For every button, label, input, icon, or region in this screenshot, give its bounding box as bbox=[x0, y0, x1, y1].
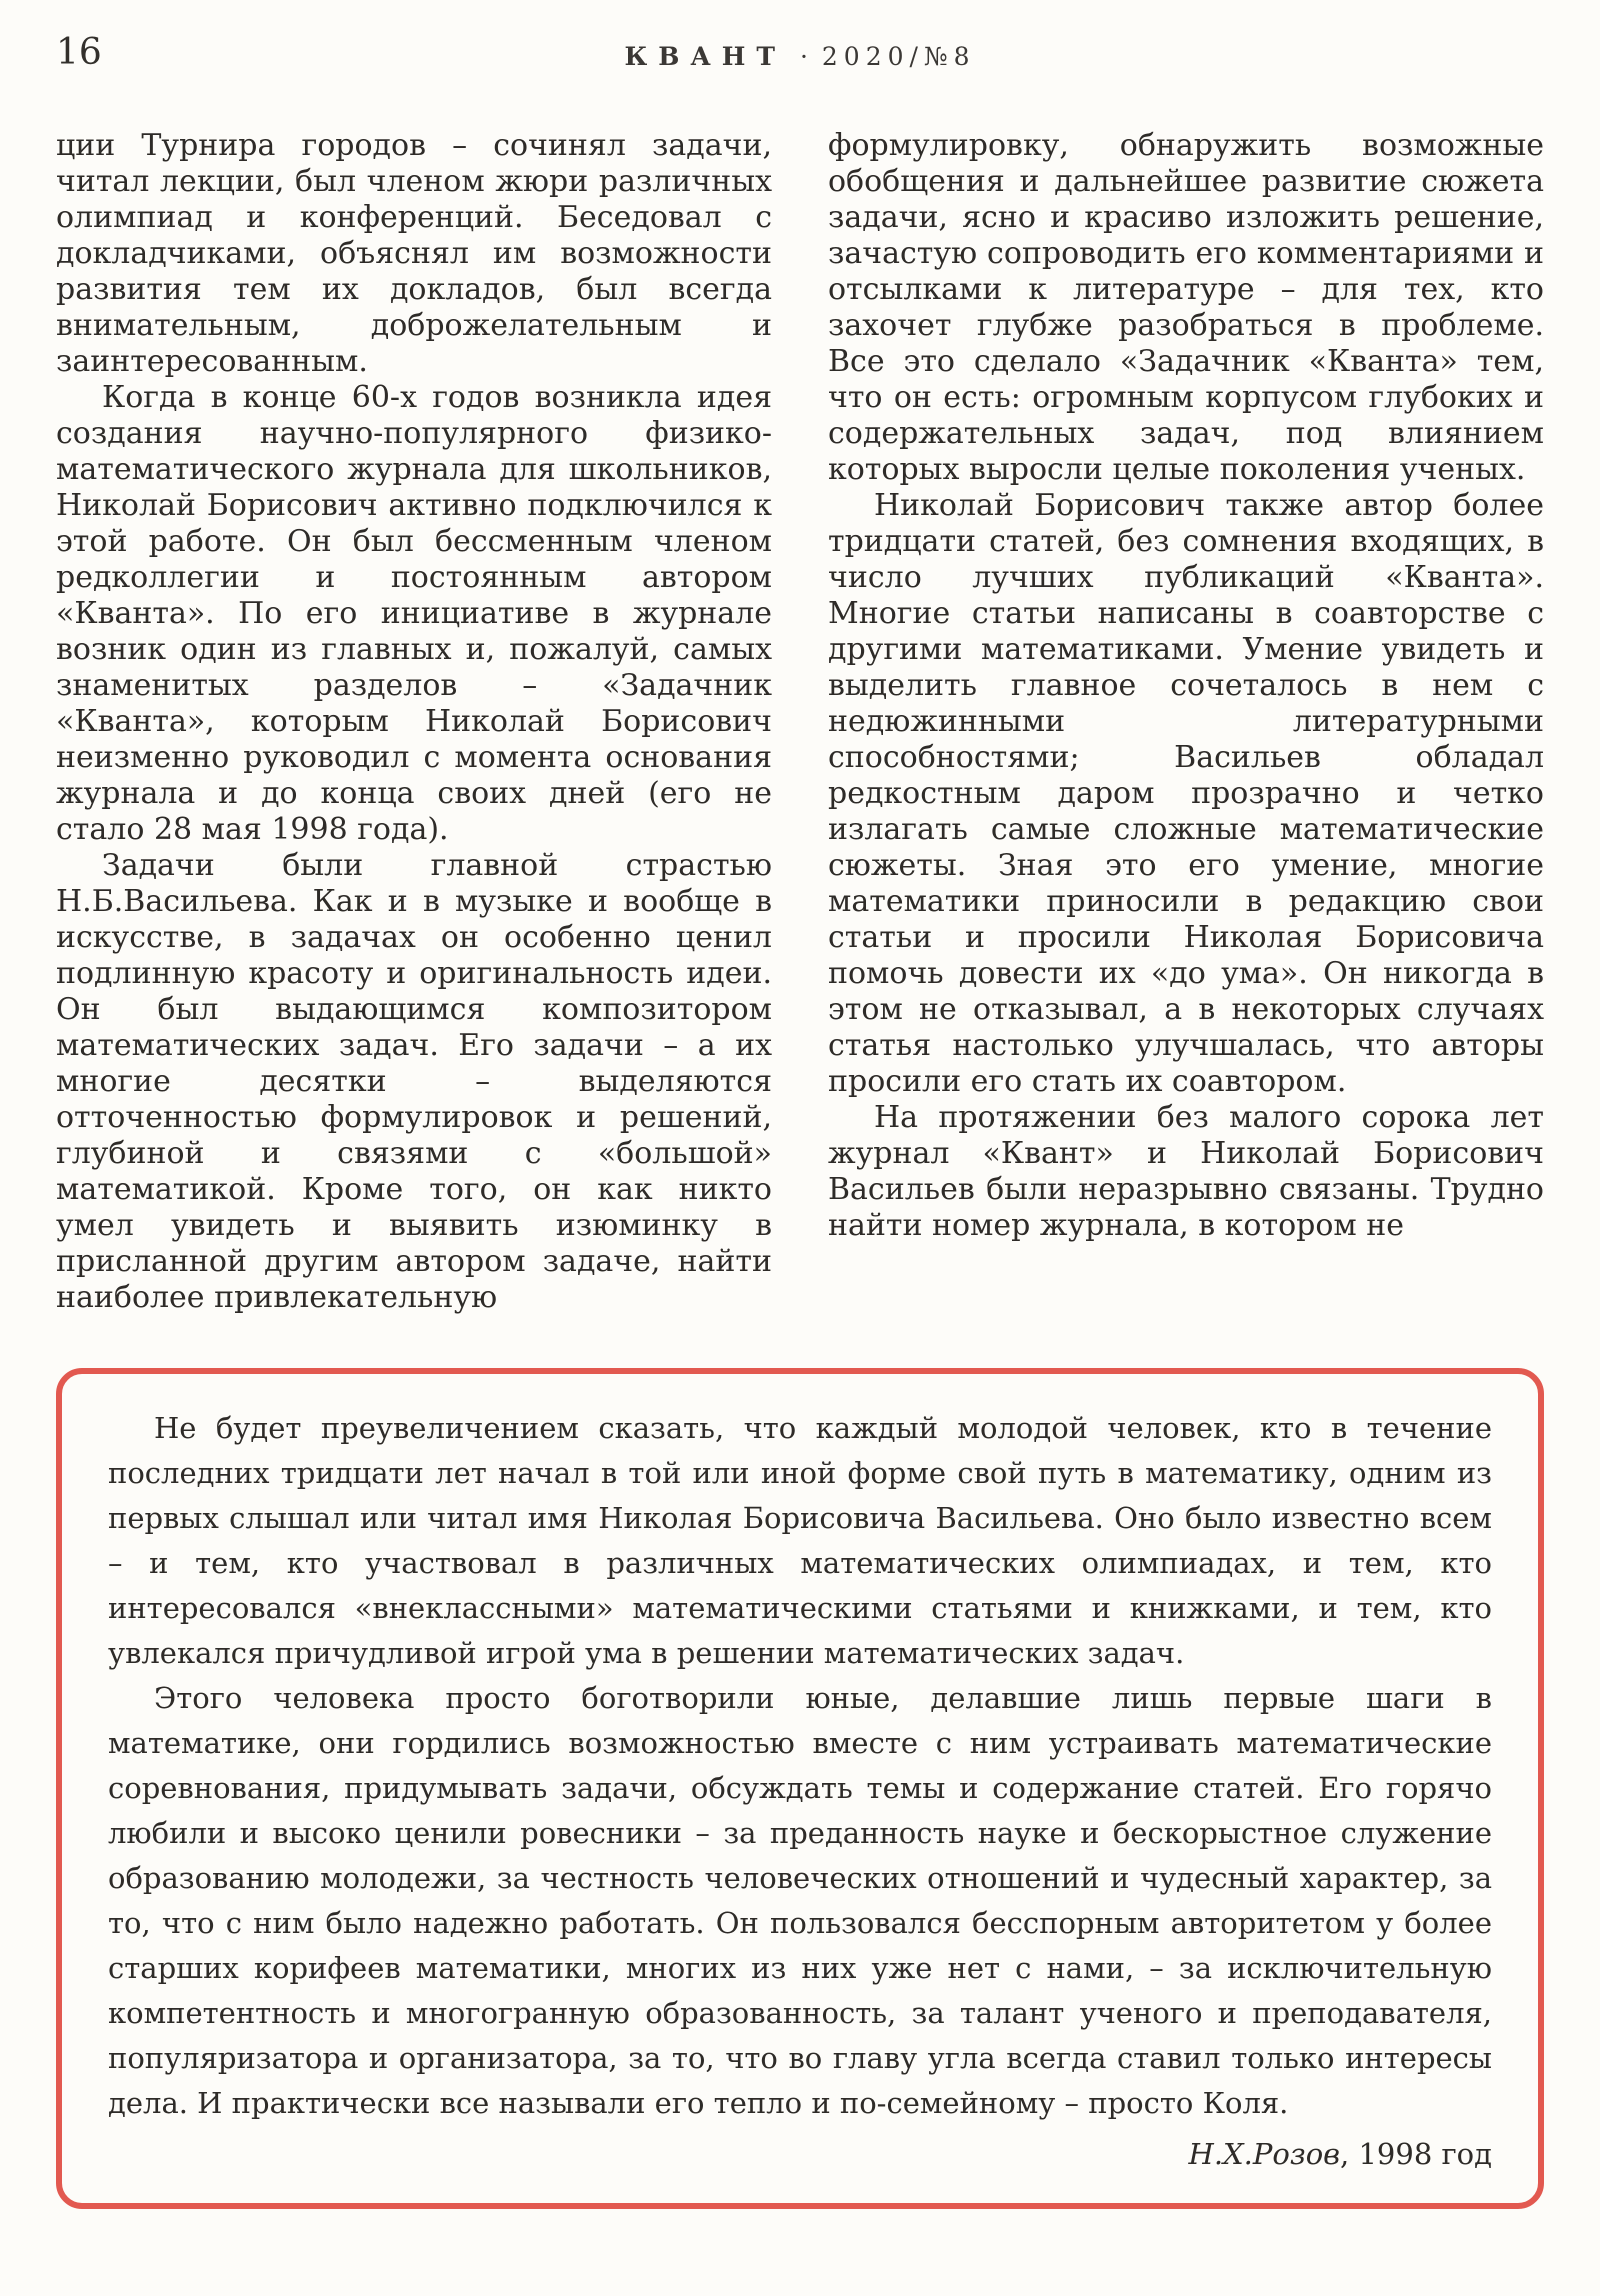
page-number: 16 bbox=[56, 32, 102, 73]
journal-name: КВАНТ bbox=[624, 42, 786, 71]
quote-paragraph: Этого человека просто боготворили юные, делавшие лишь первые шаги в математике, они гордились возможностью вместе с ним устраивать математические соревнования, придумывать задачи, обсуждать темы и содержание статей. Его горячо любили и высоко ценили ровесники – за преданность науке и бескорыстное служение образованию молодежи, за честность человеческих отношений и чудесный характер, за то, что с ним было надежно работать. Он пользовался бесспорным авторитетом у более старших корифеев математики, многих из них уже нет с нами, – за исключительную компетентность и многогранную образованность, за талант ученого и преподавателя, популяризатора и организатора, за то, что во главу угла всегда ставил только интересы дела. И практически все называли его тепло и по-семейному – просто Коля. bbox=[108, 1681, 1492, 2120]
journal-separator: · bbox=[799, 42, 808, 71]
journal-title-line bbox=[56, 30, 1544, 71]
left-column bbox=[56, 128, 772, 1316]
quote-paragraph: Не будет преувеличением сказать, что каждый молодой человек, кто в течение последних тридцати лет начал в той или иной форме свой путь в математику, одним из первых слышал или читал имя Николая Борисовича Васильева. Оно было известно всем – и тем, кто участвовал в различных математических олимпиадах, и тем, кто интересовался «внеклассными» математическими статьями и книжками, и тем, кто увлекался причудливой игрой ума в решении математических задач. bbox=[108, 1411, 1492, 1670]
signature-year: , 1998 год bbox=[1340, 2137, 1492, 2171]
paragraph: Николай Борисович также автор более тридцати статей, без сомнения входящих, в число лучших публикаций «Кванта». Многие статьи написаны в соавторстве с другими математиками. Умение увидеть и выделить главное сочеталось в нем с недюжинными литературными способностями; Васильев обладал редкостным даром прозрачно и четко излагать самые сложные математические сюжеты. Зная это его умение, многие математики приносили в редакцию свои статьи и просили Николая Борисовича помочь довести их «до ума». Он никогда в этом не отказывал, а в некоторых случаях статья настолько улучшалась, что авторы просили его стать их соавтором. bbox=[828, 488, 1544, 1099]
paragraph: На протяжении без малого сорока лет журнал «Квант» и Николай Борисович Васильев были неразрывно связаны. Трудно найти номер журнала, в котором не bbox=[828, 1100, 1544, 1243]
right-column bbox=[828, 128, 1544, 1316]
paragraph: Задачи были главной страстью Н.Б.Васильева. Как и в музыке и вообще в искусстве, в задачах он особенно ценил подлинную красоту и оригинальность идеи. Он был выдающимся композитором математических задач. Его задачи – а их многие десятки – выделяются отточенностью формулировок и решений, глубиной и связями с «большой» математикой. Кроме того, он как никто умел увидеть и выявить изюминку в присланной другим автором задаче, найти наиболее привлекательную bbox=[56, 848, 772, 1315]
paragraph: формулировку, обнаружить возможные обобщения и дальнейшее развитие сюжета задачи, ясно и красиво изложить решение, зачастую сопроводить его комментариями и отсылками к литературе – для тех, кто захочет глубже разобраться в проблеме. Все это сделало «Задачник «Кванта» тем, что он есть: огромным корпусом глубоких и содержательных задач, под влиянием которых выросли целые поколения ученых. bbox=[828, 128, 1544, 487]
two-column-body bbox=[56, 128, 1544, 1316]
paragraph: Когда в конце 60-х годов возникла идея создания научно-популярного физико-математического журнала для школьников, Николай Борисович активно подключился к этой работе. Он был бессменным членом редколлегии и постоянным автором «Кванта». По его инициативе в журнале возник один из главных и, пожалуй, самых знаменитых разделов – «Задачник «Кванта», которым Николай Борисович неизменно руководил с момента основания журнала и до конца своих дней (его не стало 28 мая 1998 года). bbox=[56, 380, 772, 847]
paragraph: ции Турнира городов – сочинял задачи, читал лекции, был членом жюри различных олимпиад и конференций. Беседовал с докладчиками, объяснял им возможности развития тем их докладов, был всегда внимательным, доброжелательным и заинтересованным. bbox=[56, 128, 772, 379]
quote-signature bbox=[108, 2132, 1492, 2177]
page-header bbox=[56, 30, 1544, 94]
journal-issue: 2020/№8 bbox=[821, 42, 976, 71]
quote-box bbox=[56, 1368, 1544, 2209]
signature-name: Н.Х.Розов bbox=[1188, 2137, 1341, 2171]
